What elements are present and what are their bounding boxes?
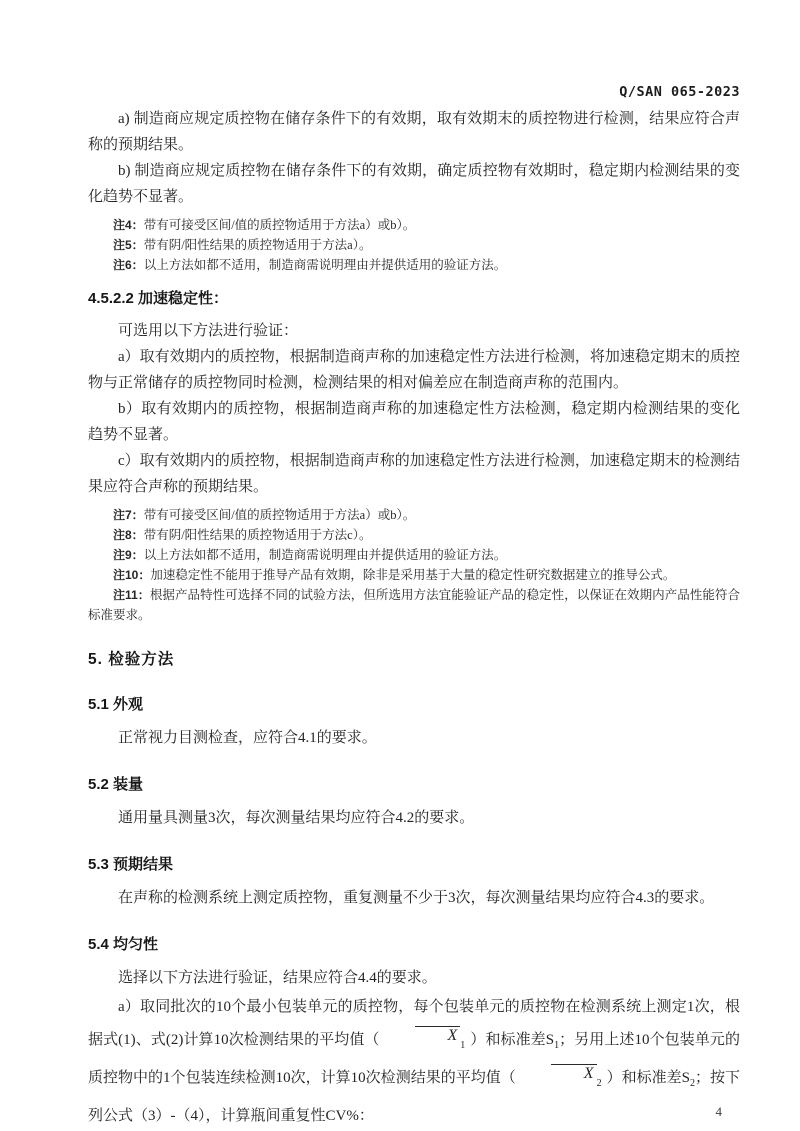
note-6-text: 以上方法如都不适用，制造商需说明理由并提供适用的验证方法。 [143,258,507,272]
section-5-2-body: 通用量具测量3次，每次测量结果均应符合4.2的要求。 [118,810,475,826]
note-11-label: 注11： [113,588,150,602]
section-5-4-intro: 选择以下方法进行验证，结果应符合4.4的要求。 [118,970,437,986]
xbar-2-subscript: 2 [596,1078,602,1089]
note-10 [88,565,740,585]
xbar-2-symbol [521,1062,602,1100]
note-9-label: 注9： [113,548,144,562]
accelerated-method-c-paragraph: c）取有效期内的质控物，根据制造商声称的加速稳定性方法进行检测，加速稳定期末的检测结果应符合声称的预期结果。 [88,453,740,495]
note-9 [88,545,740,565]
formula-text-segment-3: ；另用上述10个包装单元的质控物中的1个包装连续检测10次，计算10次检测结果的平均值（ [88,1032,740,1086]
note-7-text: 带有可接受区间/值的质控物适用于方法a）或b）。 [143,508,416,522]
xbar-1-symbol [385,1024,466,1062]
formula-text-segment-4: ）和标准差S [606,1070,690,1086]
note-11 [88,585,740,625]
xbar-1-subscript: 1 [460,1040,466,1051]
homogeneity-method-a-paragraph [88,991,740,1131]
note-4 [88,215,740,235]
note-6 [88,255,740,275]
note-4-text: 带有可接受区间/值的质控物适用于方法a）或b）。 [143,218,416,232]
document-number-header: Q/SAN 065-2023 [619,84,740,100]
formula-text-segment-1: a）取同批次的10个最小包装单元的质控物，每个包装单元的质控物在检测系统上测定1次，根据式(1)、式(2)计算10次检测结果的平均值（ [88,999,740,1048]
xbar-1-letter: X [415,1026,461,1045]
section-4-5-2-2-heading: 4.5.2.2 加速稳定性： [88,290,229,307]
accelerated-method-a-paragraph: a）取有效期内的质控物，根据制造商声称的加速稳定性方法进行检测，将加速稳定期末的质控物与正常储存的质控物同时检测，检测结果的相对偏差应在制造商声称的范围内。 [88,349,740,391]
section-5-2-heading: 5.2 装量 [88,776,144,793]
note-8 [88,525,740,545]
section-5-heading: 5. 检验方法 [88,651,175,668]
note-7 [88,505,740,525]
section-5-1-heading: 5.1 外观 [88,696,144,713]
section-5-3-body: 在声称的检测系统上测定质控物，重复测量不少于3次，每次测量结果均应符合4.3的要求。 [118,890,715,906]
note-5-text: 带有阴/阳性结果的质控物适用于方法a）。 [143,238,372,252]
note-5 [88,235,740,255]
note-4-label: 注4： [113,218,144,232]
section-5-1-body: 正常视力目测检查，应符合4.1的要求。 [118,730,377,746]
formula-text-segment-5: ；按下列公式（3）-（4），计算瓶间重复性CV%： [88,1070,740,1124]
s2-subscript: 2 [689,1078,695,1089]
accelerated-method-b-paragraph: b）取有效期内的质控物，根据制造商声称的加速稳定性方法检测，稳定期内检测结果的变化趋势不显著。 [88,401,740,443]
note-10-label: 注10： [113,568,151,582]
storage-method-b-paragraph: b) 制造商应规定质控物在储存条件下的有效期，确定质控物有效期时，稳定期内检测结果的变化趋势不显著。 [88,163,740,205]
storage-method-a-paragraph: a) 制造商应规定质控物在储存条件下的有效期，取有效期末的质控物进行检测，结果应符合声称的预期结果。 [88,111,740,153]
accelerated-stability-intro: 可选用以下方法进行验证： [118,323,299,339]
note-5-label: 注5： [113,238,144,252]
xbar-2-letter: X [551,1064,597,1083]
note-9-text: 以上方法如都不适用，制造商需说明理由并提供适用的验证方法。 [143,548,507,562]
note-6-label: 注6： [113,258,144,272]
note-10-text: 加速稳定性不能用于推导产品有效期，除非是采用基于大量的稳定性研究数据建立的推导公式。 [150,568,676,582]
section-5-4-heading: 5.4 均匀性 [88,936,159,953]
accelerated-notes [88,505,740,625]
note-8-label: 注8： [113,528,144,542]
page-number: 4 [715,1104,722,1119]
note-7-label: 注7： [113,508,144,522]
storage-notes [88,215,740,275]
section-5-3-heading: 5.3 预期结果 [88,856,174,873]
s1-subscript: 1 [554,1040,560,1051]
note-8-text: 带有阴/阳性结果的质控物适用于方法c）。 [143,528,372,542]
formula-text-segment-2: ）和标准差S [470,1032,555,1048]
note-11-text: 根据产品特性可选择不同的试验方法，但所选用方法宜能验证产品的稳定性，以保证在效期内产品性能符合标准要求。 [88,588,740,622]
